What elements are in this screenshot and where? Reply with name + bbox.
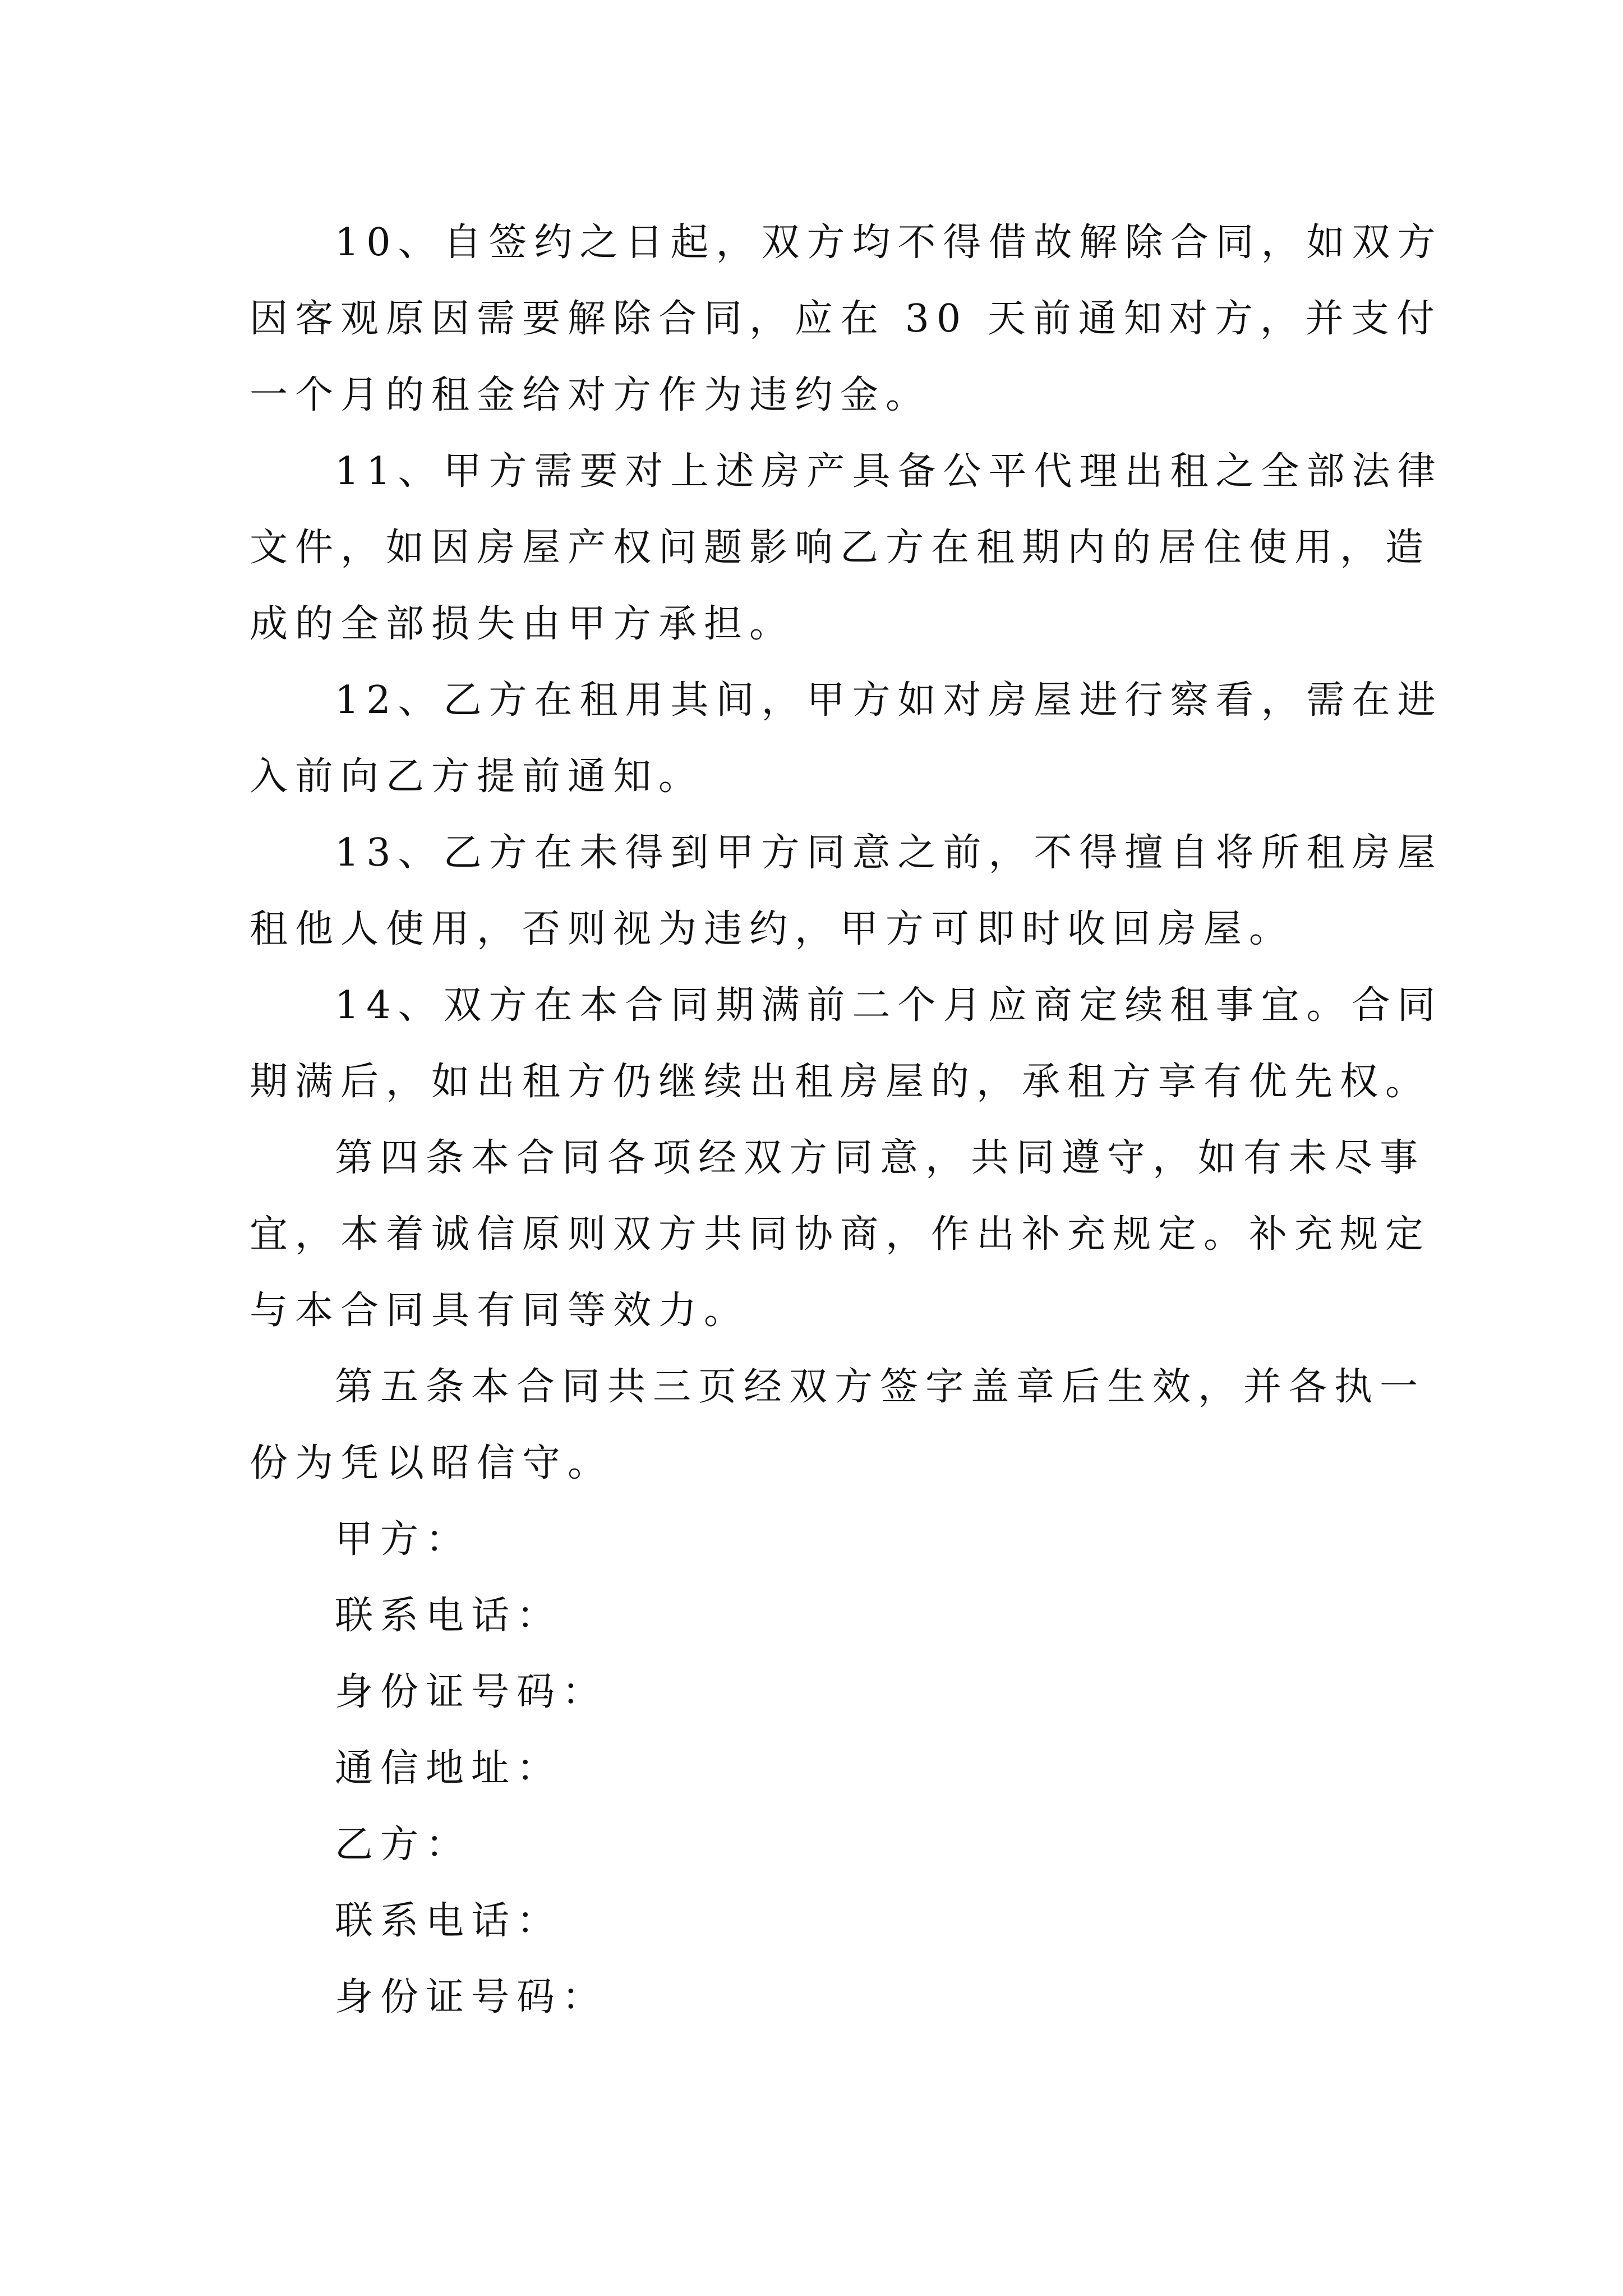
clause-13 bbox=[250, 815, 1443, 968]
text-line: 文件，如因房屋产权问题影响乙方在租期内的居住使用，造 bbox=[250, 526, 1431, 570]
party-a-label: 甲方： bbox=[335, 1517, 472, 1562]
text-line: 11、甲方需要对上述房产具备公平代理出租之全部法律 bbox=[335, 449, 1443, 494]
party-a-phone-label: 联系电话： bbox=[335, 1594, 562, 1638]
text-line: 入前向乙方提前通知。 bbox=[250, 754, 704, 799]
text-line: 宜，本着诚信原则双方共同协商，作出补充规定。补充规定 bbox=[250, 1212, 1431, 1257]
text-line: 份为凭以昭信守。 bbox=[250, 1441, 614, 1485]
text-line: 13、乙方在未得到甲方同意之前，不得擅自将所租房屋 bbox=[335, 831, 1443, 875]
party-b-phone-label: 联系电话： bbox=[335, 1899, 562, 1943]
clause-14 bbox=[250, 968, 1443, 1120]
text-line: 期满后，如出租方仍继续出租房屋的，承租方享有优先权。 bbox=[250, 1060, 1431, 1104]
signature-block bbox=[250, 1502, 1388, 2036]
text-line: 10、自签约之日起，双方均不得借故解除合同，如双方 bbox=[335, 220, 1443, 265]
party-b-label: 乙方： bbox=[335, 1823, 472, 1867]
clause-10 bbox=[250, 205, 1443, 434]
text-line: 与本合同具有同等效力。 bbox=[250, 1289, 750, 1333]
text-line: 一个月的租金给对方作为违约金。 bbox=[250, 373, 932, 417]
article-5 bbox=[250, 1349, 1426, 1502]
clause-12 bbox=[250, 662, 1443, 815]
text-line: 第四条本合同各项经双方同意，共同遵守，如有未尽事 bbox=[335, 1136, 1426, 1180]
text-line: 14、双方在本合同期满前二个月应商定续租事宜。合同 bbox=[335, 983, 1443, 1028]
party-a-address-label: 通信地址： bbox=[335, 1746, 562, 1791]
contract-text bbox=[250, 205, 1443, 2036]
text-line: 成的全部损失由甲方承担。 bbox=[250, 602, 795, 646]
party-a-id-label: 身份证号码： bbox=[335, 1670, 608, 1714]
text-line: 因客观原因需要解除合同，应在 30 天前通知对方，并支付 bbox=[250, 297, 1442, 341]
text-line: 租他人使用，否则视为违约，甲方可即时收回房屋。 bbox=[250, 907, 1295, 951]
text-line: 12、乙方在租用其间，甲方如对房屋进行察看，需在进 bbox=[335, 678, 1443, 723]
text-line: 第五条本合同共三页经双方签字盖章后生效，并各执一 bbox=[335, 1365, 1426, 1409]
clause-11 bbox=[250, 434, 1443, 662]
party-b-id-label: 身份证号码： bbox=[335, 1975, 608, 2019]
article-4 bbox=[250, 1120, 1431, 1349]
